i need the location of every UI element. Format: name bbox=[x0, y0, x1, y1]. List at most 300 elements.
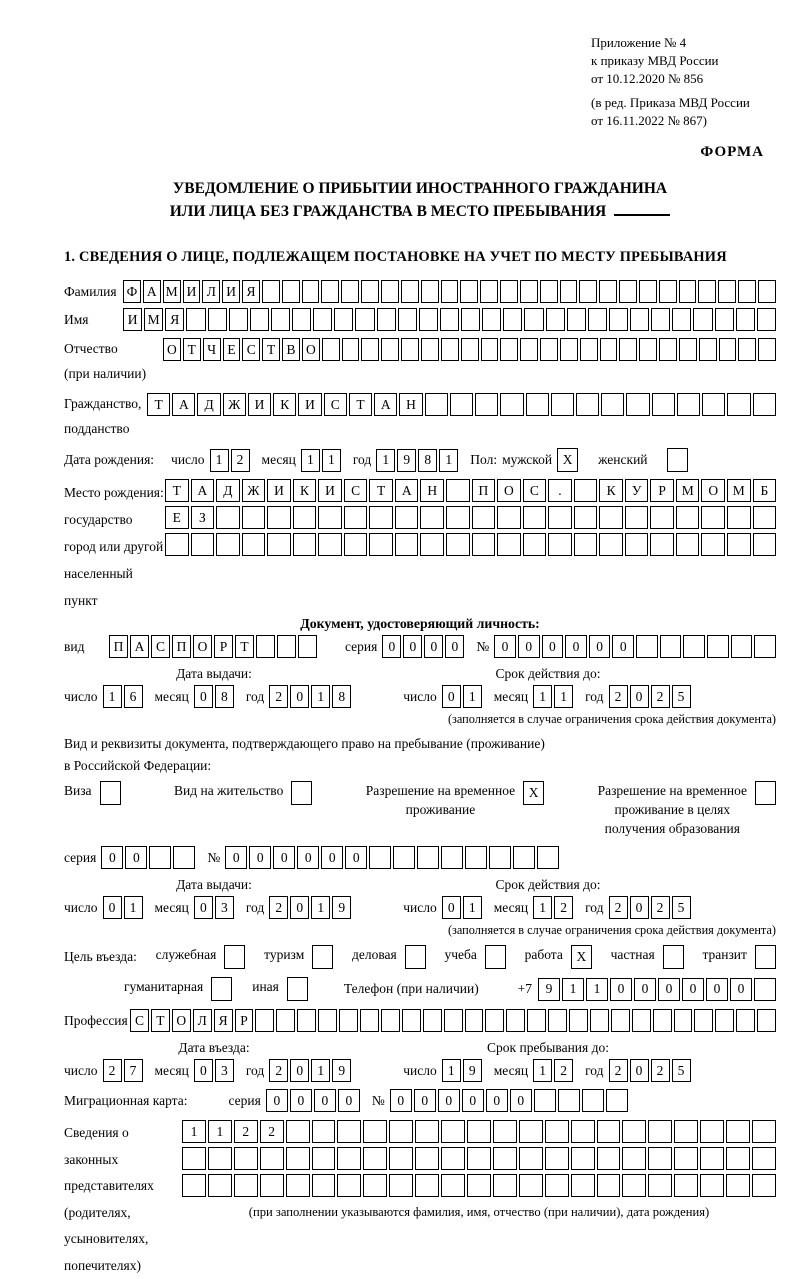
char-cell[interactable] bbox=[580, 338, 598, 361]
char-cell[interactable]: 0 bbox=[266, 1089, 288, 1112]
char-cell[interactable] bbox=[423, 1009, 442, 1032]
char-cell[interactable] bbox=[334, 308, 353, 331]
char-cell[interactable] bbox=[519, 1174, 543, 1197]
char-cell[interactable] bbox=[571, 1120, 595, 1143]
char-cell[interactable] bbox=[626, 393, 649, 416]
char-cell[interactable] bbox=[337, 1174, 361, 1197]
char-cell[interactable] bbox=[344, 533, 368, 556]
char-cell[interactable] bbox=[548, 533, 572, 556]
char-cell[interactable] bbox=[461, 308, 480, 331]
char-cell[interactable] bbox=[165, 533, 189, 556]
char-cell[interactable] bbox=[726, 1174, 750, 1197]
char-cell[interactable]: 2 bbox=[269, 896, 288, 919]
char-cell[interactable] bbox=[537, 846, 559, 869]
char-cell[interactable] bbox=[576, 393, 599, 416]
char-cell[interactable]: 0 bbox=[518, 635, 540, 658]
char-cell[interactable] bbox=[446, 479, 470, 502]
char-cell[interactable] bbox=[719, 338, 737, 361]
char-cell[interactable] bbox=[377, 308, 396, 331]
char-cell[interactable]: Т bbox=[369, 479, 393, 502]
char-cell[interactable]: И bbox=[318, 479, 342, 502]
char-cell[interactable] bbox=[757, 1009, 776, 1032]
char-cell[interactable]: 5 bbox=[672, 685, 691, 708]
char-cell[interactable]: З bbox=[191, 506, 215, 529]
char-cell[interactable] bbox=[757, 308, 776, 331]
char-cell[interactable]: 0 bbox=[510, 1089, 532, 1112]
char-cell[interactable]: 0 bbox=[290, 685, 309, 708]
char-cell[interactable] bbox=[293, 533, 317, 556]
char-cell[interactable] bbox=[676, 506, 700, 529]
char-cell[interactable] bbox=[475, 393, 498, 416]
char-cell[interactable]: 2 bbox=[103, 1059, 122, 1082]
char-cell[interactable] bbox=[467, 1174, 491, 1197]
char-cell[interactable] bbox=[506, 1009, 525, 1032]
char-cell[interactable] bbox=[679, 338, 697, 361]
char-cell[interactable] bbox=[622, 1120, 646, 1143]
char-cell[interactable]: Т bbox=[147, 393, 170, 416]
char-cell[interactable] bbox=[651, 308, 670, 331]
char-cell[interactable] bbox=[420, 506, 444, 529]
char-cell[interactable]: 2 bbox=[269, 685, 288, 708]
char-cell[interactable]: Я bbox=[242, 280, 260, 303]
char-cell[interactable] bbox=[548, 506, 572, 529]
char-cell[interactable]: Е bbox=[165, 506, 189, 529]
char-cell[interactable] bbox=[420, 533, 444, 556]
char-cell[interactable] bbox=[639, 280, 657, 303]
char-cell[interactable]: К bbox=[293, 479, 317, 502]
char-cell[interactable]: 1 bbox=[442, 1059, 461, 1082]
char-cell[interactable] bbox=[250, 308, 269, 331]
char-cell[interactable]: П bbox=[472, 479, 496, 502]
char-cell[interactable]: Т bbox=[349, 393, 372, 416]
char-cell[interactable] bbox=[758, 338, 776, 361]
char-cell[interactable]: 0 bbox=[682, 978, 704, 1001]
char-cell[interactable] bbox=[574, 533, 598, 556]
char-cell[interactable] bbox=[606, 1089, 628, 1112]
char-cell[interactable] bbox=[700, 1174, 724, 1197]
char-cell[interactable] bbox=[752, 1120, 776, 1143]
char-cell[interactable] bbox=[493, 1174, 517, 1197]
char-cell[interactable] bbox=[558, 1089, 580, 1112]
checkbox-cell[interactable] bbox=[287, 977, 308, 1001]
char-cell[interactable] bbox=[718, 280, 736, 303]
char-cell[interactable] bbox=[441, 1147, 465, 1170]
char-cell[interactable]: 0 bbox=[706, 978, 728, 1001]
char-cell[interactable]: О bbox=[163, 338, 181, 361]
char-cell[interactable] bbox=[694, 1009, 713, 1032]
char-cell[interactable] bbox=[715, 308, 734, 331]
char-cell[interactable]: 0 bbox=[273, 846, 295, 869]
char-cell[interactable] bbox=[701, 506, 725, 529]
char-cell[interactable] bbox=[659, 338, 677, 361]
char-cell[interactable]: О bbox=[302, 338, 320, 361]
char-cell[interactable] bbox=[441, 338, 459, 361]
char-cell[interactable] bbox=[653, 1009, 672, 1032]
char-cell[interactable] bbox=[297, 1009, 316, 1032]
char-cell[interactable] bbox=[636, 635, 658, 658]
char-cell[interactable] bbox=[191, 533, 215, 556]
char-cell[interactable] bbox=[361, 280, 379, 303]
char-cell[interactable] bbox=[322, 338, 340, 361]
char-cell[interactable]: А bbox=[143, 280, 161, 303]
char-cell[interactable] bbox=[672, 308, 691, 331]
char-cell[interactable] bbox=[381, 1009, 400, 1032]
char-cell[interactable] bbox=[674, 1147, 698, 1170]
checkbox-cell[interactable] bbox=[485, 945, 506, 969]
char-cell[interactable] bbox=[267, 533, 291, 556]
char-cell[interactable] bbox=[465, 846, 487, 869]
char-cell[interactable] bbox=[440, 308, 459, 331]
char-cell[interactable] bbox=[467, 1147, 491, 1170]
char-cell[interactable]: Р bbox=[214, 635, 233, 658]
char-cell[interactable]: 2 bbox=[269, 1059, 288, 1082]
char-cell[interactable] bbox=[441, 846, 463, 869]
char-cell[interactable] bbox=[753, 393, 776, 416]
char-cell[interactable] bbox=[267, 506, 291, 529]
char-cell[interactable] bbox=[182, 1147, 206, 1170]
char-cell[interactable] bbox=[321, 280, 339, 303]
char-cell[interactable] bbox=[622, 1147, 646, 1170]
char-cell[interactable] bbox=[683, 635, 705, 658]
char-cell[interactable]: 0 bbox=[194, 896, 213, 919]
char-cell[interactable] bbox=[534, 1089, 556, 1112]
char-cell[interactable]: 0 bbox=[630, 685, 649, 708]
char-cell[interactable] bbox=[493, 1147, 517, 1170]
char-cell[interactable]: 0 bbox=[297, 846, 319, 869]
char-cell[interactable]: 2 bbox=[609, 1059, 628, 1082]
char-cell[interactable]: А bbox=[191, 479, 215, 502]
char-cell[interactable] bbox=[632, 1009, 651, 1032]
char-cell[interactable] bbox=[389, 1174, 413, 1197]
char-cell[interactable] bbox=[736, 1009, 755, 1032]
char-cell[interactable] bbox=[395, 533, 419, 556]
char-cell[interactable] bbox=[545, 1174, 569, 1197]
char-cell[interactable] bbox=[520, 280, 538, 303]
char-cell[interactable] bbox=[419, 308, 438, 331]
char-cell[interactable]: 6 bbox=[124, 685, 143, 708]
char-cell[interactable] bbox=[441, 280, 459, 303]
char-cell[interactable] bbox=[242, 533, 266, 556]
char-cell[interactable]: Т bbox=[151, 1009, 170, 1032]
char-cell[interactable] bbox=[381, 280, 399, 303]
char-cell[interactable] bbox=[519, 1120, 543, 1143]
char-cell[interactable]: 0 bbox=[542, 635, 564, 658]
char-cell[interactable] bbox=[344, 506, 368, 529]
char-cell[interactable] bbox=[500, 280, 518, 303]
char-cell[interactable] bbox=[271, 308, 290, 331]
char-cell[interactable] bbox=[679, 280, 697, 303]
char-cell[interactable] bbox=[738, 338, 756, 361]
char-cell[interactable]: Т bbox=[235, 635, 254, 658]
char-cell[interactable]: О bbox=[701, 479, 725, 502]
char-cell[interactable]: . bbox=[548, 479, 572, 502]
char-cell[interactable] bbox=[560, 280, 578, 303]
checkbox-cell[interactable] bbox=[755, 945, 776, 969]
char-cell[interactable] bbox=[630, 308, 649, 331]
char-cell[interactable] bbox=[597, 1174, 621, 1197]
char-cell[interactable] bbox=[360, 1009, 379, 1032]
char-cell[interactable] bbox=[571, 1174, 595, 1197]
char-cell[interactable] bbox=[582, 1089, 604, 1112]
char-cell[interactable]: 0 bbox=[290, 1059, 309, 1082]
char-cell[interactable]: 8 bbox=[332, 685, 351, 708]
checkbox-cell[interactable]: X bbox=[557, 448, 578, 472]
char-cell[interactable] bbox=[699, 338, 717, 361]
char-cell[interactable]: С bbox=[523, 479, 547, 502]
char-cell[interactable]: 1 bbox=[463, 685, 482, 708]
char-cell[interactable] bbox=[318, 533, 342, 556]
char-cell[interactable]: 1 bbox=[562, 978, 584, 1001]
checkbox-cell[interactable] bbox=[100, 781, 121, 805]
char-cell[interactable] bbox=[639, 338, 657, 361]
char-cell[interactable]: Ж bbox=[242, 479, 266, 502]
char-cell[interactable] bbox=[727, 533, 751, 556]
char-cell[interactable] bbox=[523, 506, 547, 529]
char-cell[interactable] bbox=[571, 1147, 595, 1170]
char-cell[interactable]: 8 bbox=[418, 449, 437, 472]
char-cell[interactable]: М bbox=[676, 479, 700, 502]
char-cell[interactable]: И bbox=[267, 479, 291, 502]
char-cell[interactable] bbox=[597, 1147, 621, 1170]
char-cell[interactable] bbox=[650, 506, 674, 529]
char-cell[interactable]: П bbox=[109, 635, 128, 658]
char-cell[interactable] bbox=[619, 280, 637, 303]
char-cell[interactable]: Я bbox=[165, 308, 184, 331]
char-cell[interactable]: 0 bbox=[321, 846, 343, 869]
char-cell[interactable]: 0 bbox=[486, 1089, 508, 1112]
char-cell[interactable]: Б bbox=[753, 479, 777, 502]
char-cell[interactable] bbox=[752, 1174, 776, 1197]
char-cell[interactable]: 1 bbox=[322, 449, 341, 472]
char-cell[interactable] bbox=[398, 308, 417, 331]
char-cell[interactable] bbox=[318, 506, 342, 529]
char-cell[interactable]: А bbox=[374, 393, 397, 416]
char-cell[interactable] bbox=[527, 1009, 546, 1032]
char-cell[interactable]: 1 bbox=[533, 1059, 552, 1082]
char-cell[interactable] bbox=[567, 308, 586, 331]
char-cell[interactable] bbox=[444, 1009, 463, 1032]
char-cell[interactable] bbox=[208, 308, 227, 331]
char-cell[interactable]: 2 bbox=[651, 685, 670, 708]
char-cell[interactable]: 0 bbox=[382, 635, 401, 658]
char-cell[interactable]: Н bbox=[399, 393, 422, 416]
char-cell[interactable]: 0 bbox=[445, 635, 464, 658]
char-cell[interactable] bbox=[569, 1009, 588, 1032]
char-cell[interactable] bbox=[216, 533, 240, 556]
char-cell[interactable] bbox=[381, 338, 399, 361]
char-cell[interactable] bbox=[461, 338, 479, 361]
char-cell[interactable] bbox=[648, 1174, 672, 1197]
char-cell[interactable] bbox=[313, 308, 332, 331]
char-cell[interactable]: В bbox=[282, 338, 300, 361]
char-cell[interactable]: 0 bbox=[403, 635, 422, 658]
char-cell[interactable] bbox=[312, 1147, 336, 1170]
char-cell[interactable] bbox=[421, 280, 439, 303]
char-cell[interactable] bbox=[622, 1174, 646, 1197]
char-cell[interactable] bbox=[312, 1174, 336, 1197]
char-cell[interactable]: 0 bbox=[290, 896, 309, 919]
char-cell[interactable]: 1 bbox=[533, 896, 552, 919]
char-cell[interactable]: 0 bbox=[630, 1059, 649, 1082]
char-cell[interactable] bbox=[707, 635, 729, 658]
char-cell[interactable]: М bbox=[163, 280, 181, 303]
char-cell[interactable]: М bbox=[144, 308, 163, 331]
char-cell[interactable]: 0 bbox=[338, 1089, 360, 1112]
char-cell[interactable]: 9 bbox=[538, 978, 560, 1001]
char-cell[interactable] bbox=[415, 1174, 439, 1197]
checkbox-cell[interactable] bbox=[667, 448, 688, 472]
char-cell[interactable] bbox=[700, 1120, 724, 1143]
char-cell[interactable] bbox=[450, 393, 473, 416]
char-cell[interactable] bbox=[393, 846, 415, 869]
checkbox-cell[interactable] bbox=[312, 945, 333, 969]
char-cell[interactable]: И bbox=[298, 393, 321, 416]
char-cell[interactable] bbox=[648, 1147, 672, 1170]
char-cell[interactable]: 1 bbox=[124, 896, 143, 919]
char-cell[interactable]: Д bbox=[216, 479, 240, 502]
char-cell[interactable] bbox=[298, 635, 317, 658]
char-cell[interactable] bbox=[292, 308, 311, 331]
char-cell[interactable]: 8 bbox=[215, 685, 234, 708]
char-cell[interactable]: 5 bbox=[672, 896, 691, 919]
char-cell[interactable] bbox=[611, 1009, 630, 1032]
char-cell[interactable] bbox=[363, 1120, 387, 1143]
char-cell[interactable] bbox=[597, 1120, 621, 1143]
char-cell[interactable] bbox=[472, 533, 496, 556]
char-cell[interactable] bbox=[337, 1147, 361, 1170]
checkbox-cell[interactable] bbox=[755, 781, 776, 805]
char-cell[interactable]: 0 bbox=[610, 978, 632, 1001]
char-cell[interactable] bbox=[208, 1147, 232, 1170]
char-cell[interactable]: 1 bbox=[182, 1120, 206, 1143]
char-cell[interactable] bbox=[256, 635, 275, 658]
char-cell[interactable] bbox=[234, 1147, 258, 1170]
char-cell[interactable] bbox=[693, 308, 712, 331]
char-cell[interactable] bbox=[425, 393, 448, 416]
char-cell[interactable] bbox=[341, 280, 359, 303]
char-cell[interactable] bbox=[472, 506, 496, 529]
char-cell[interactable]: 0 bbox=[314, 1089, 336, 1112]
char-cell[interactable] bbox=[574, 506, 598, 529]
char-cell[interactable] bbox=[229, 308, 248, 331]
char-cell[interactable] bbox=[659, 280, 677, 303]
char-cell[interactable]: 1 bbox=[311, 685, 330, 708]
char-cell[interactable] bbox=[599, 533, 623, 556]
char-cell[interactable] bbox=[648, 1120, 672, 1143]
char-cell[interactable]: И bbox=[248, 393, 271, 416]
char-cell[interactable] bbox=[674, 1174, 698, 1197]
char-cell[interactable] bbox=[489, 846, 511, 869]
char-cell[interactable] bbox=[503, 308, 522, 331]
char-cell[interactable] bbox=[355, 308, 374, 331]
char-cell[interactable] bbox=[540, 280, 558, 303]
char-cell[interactable] bbox=[363, 1174, 387, 1197]
char-cell[interactable]: Т bbox=[262, 338, 280, 361]
char-cell[interactable] bbox=[574, 479, 598, 502]
char-cell[interactable]: 2 bbox=[234, 1120, 258, 1143]
char-cell[interactable]: 2 bbox=[231, 449, 250, 472]
char-cell[interactable]: 0 bbox=[125, 846, 147, 869]
char-cell[interactable]: П bbox=[172, 635, 191, 658]
char-cell[interactable]: Н bbox=[420, 479, 444, 502]
char-cell[interactable] bbox=[216, 506, 240, 529]
char-cell[interactable]: 2 bbox=[260, 1120, 284, 1143]
char-cell[interactable]: 0 bbox=[462, 1089, 484, 1112]
char-cell[interactable] bbox=[485, 1009, 504, 1032]
char-cell[interactable] bbox=[520, 338, 538, 361]
char-cell[interactable] bbox=[182, 1174, 206, 1197]
char-cell[interactable] bbox=[415, 1147, 439, 1170]
char-cell[interactable]: 1 bbox=[210, 449, 229, 472]
char-cell[interactable] bbox=[446, 506, 470, 529]
char-cell[interactable]: 0 bbox=[103, 896, 122, 919]
char-cell[interactable]: 0 bbox=[612, 635, 634, 658]
char-cell[interactable] bbox=[369, 533, 393, 556]
char-cell[interactable]: Л bbox=[193, 1009, 212, 1032]
char-cell[interactable]: А bbox=[395, 479, 419, 502]
char-cell[interactable] bbox=[276, 1009, 295, 1032]
char-cell[interactable]: 1 bbox=[554, 685, 573, 708]
char-cell[interactable]: 0 bbox=[345, 846, 367, 869]
char-cell[interactable] bbox=[186, 308, 205, 331]
char-cell[interactable]: 0 bbox=[442, 896, 461, 919]
char-cell[interactable]: С bbox=[130, 1009, 149, 1032]
char-cell[interactable] bbox=[588, 308, 607, 331]
char-cell[interactable]: Т bbox=[165, 479, 189, 502]
char-cell[interactable]: С bbox=[242, 338, 260, 361]
char-cell[interactable] bbox=[318, 1009, 337, 1032]
char-cell[interactable] bbox=[500, 338, 518, 361]
char-cell[interactable]: 1 bbox=[533, 685, 552, 708]
char-cell[interactable]: 2 bbox=[554, 896, 573, 919]
char-cell[interactable] bbox=[599, 280, 617, 303]
char-cell[interactable]: 0 bbox=[730, 978, 752, 1001]
char-cell[interactable] bbox=[149, 846, 171, 869]
char-cell[interactable] bbox=[513, 846, 535, 869]
char-cell[interactable] bbox=[752, 1147, 776, 1170]
checkbox-cell[interactable] bbox=[224, 945, 245, 969]
char-cell[interactable] bbox=[660, 635, 682, 658]
char-cell[interactable] bbox=[738, 280, 756, 303]
char-cell[interactable] bbox=[277, 635, 296, 658]
char-cell[interactable] bbox=[560, 338, 578, 361]
char-cell[interactable]: 1 bbox=[311, 1059, 330, 1082]
char-cell[interactable]: Л bbox=[202, 280, 220, 303]
char-cell[interactable] bbox=[242, 506, 266, 529]
char-cell[interactable] bbox=[652, 393, 675, 416]
char-cell[interactable]: И bbox=[183, 280, 201, 303]
char-cell[interactable] bbox=[650, 533, 674, 556]
char-cell[interactable] bbox=[173, 846, 195, 869]
char-cell[interactable]: 0 bbox=[565, 635, 587, 658]
char-cell[interactable]: О bbox=[497, 479, 521, 502]
char-cell[interactable] bbox=[727, 393, 750, 416]
char-cell[interactable] bbox=[726, 1120, 750, 1143]
char-cell[interactable] bbox=[540, 338, 558, 361]
char-cell[interactable] bbox=[260, 1174, 284, 1197]
char-cell[interactable]: 9 bbox=[332, 1059, 351, 1082]
checkbox-cell[interactable] bbox=[291, 781, 312, 805]
char-cell[interactable]: 0 bbox=[494, 635, 516, 658]
char-cell[interactable]: 3 bbox=[215, 896, 234, 919]
char-cell[interactable]: 0 bbox=[424, 635, 443, 658]
char-cell[interactable]: 5 bbox=[672, 1059, 691, 1082]
char-cell[interactable] bbox=[726, 1147, 750, 1170]
char-cell[interactable] bbox=[293, 506, 317, 529]
char-cell[interactable] bbox=[736, 308, 755, 331]
char-cell[interactable] bbox=[467, 1120, 491, 1143]
char-cell[interactable]: Ж bbox=[223, 393, 246, 416]
